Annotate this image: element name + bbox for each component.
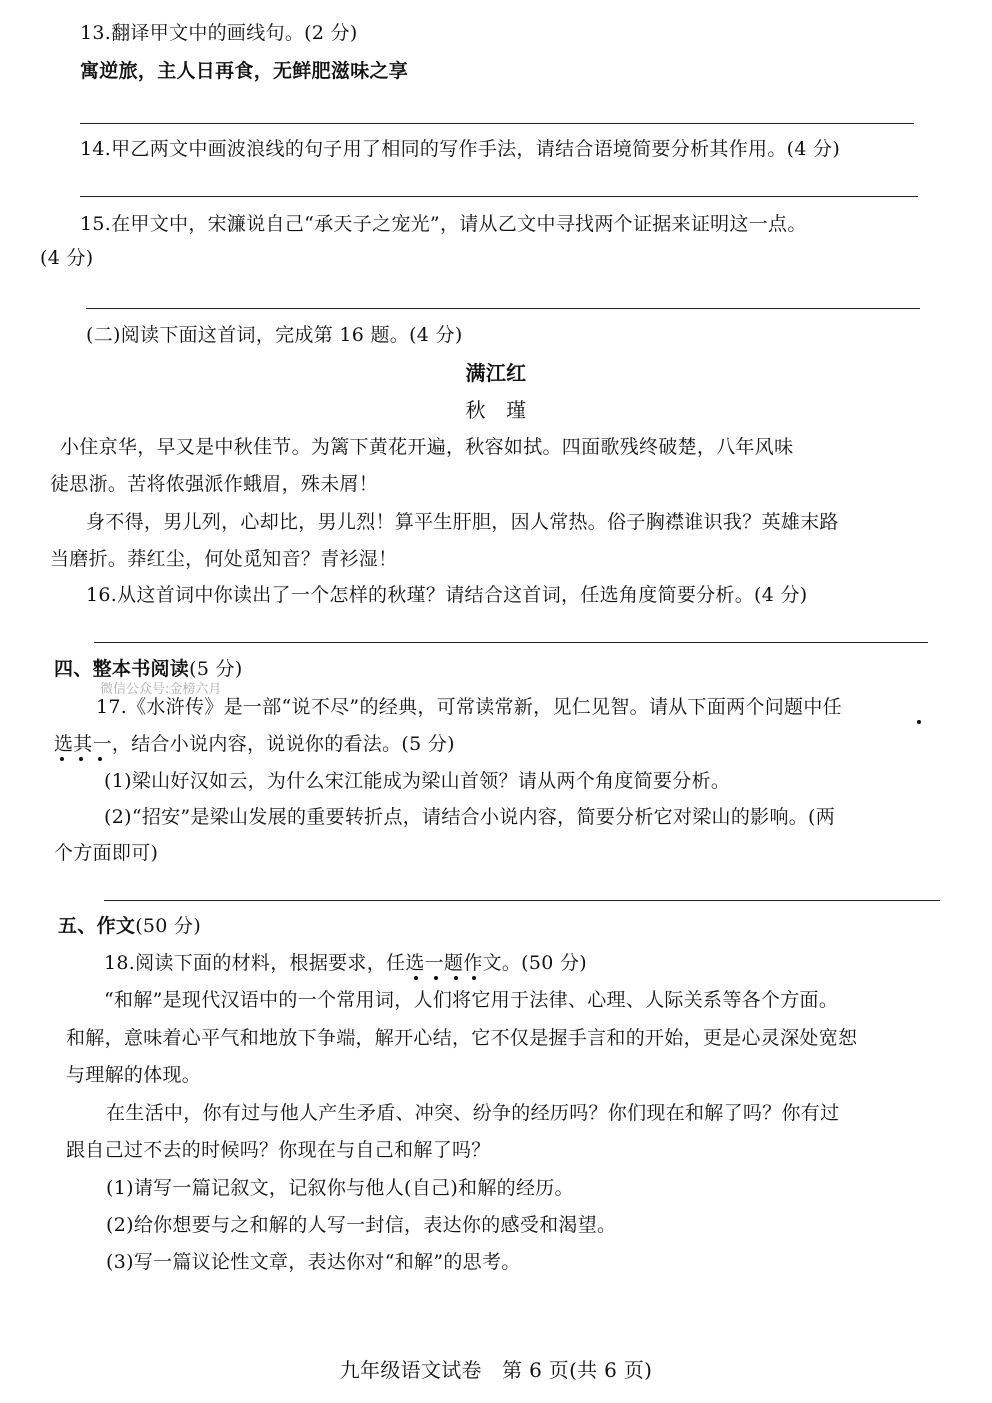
q17-sub1: (1)梁山好汉如云，为什么宋江能成为梁山首领？请从两个角度简要分析。: [104, 770, 731, 792]
material-line: 和解，意味着心平气和地放下争端，解开心结，它不仅是握手言和的开始，更是心灵深处宽恕: [66, 1027, 858, 1049]
q17-sub2-line2: 个方面即可): [54, 842, 159, 864]
answer-line-q14: [80, 196, 918, 197]
q15-question-line2: (4 分): [40, 247, 94, 269]
material-line: “和解”是现代汉语中的一个常用词，人们将它用于法律、心理、人际关系等各个方面。: [104, 989, 839, 1011]
q14-question: 14.甲乙两文中画波浪线的句子用了相同的写作手法，请结合语境简要分析其作用。(4 分): [80, 138, 841, 160]
section2-intro: (二)阅读下面这首词，完成第 16 题。(4 分): [86, 324, 463, 346]
q13-sentence: 寓逆旅，主人日再食，无鲜肥滋味之享: [80, 60, 409, 82]
essay-option: (3)写一篇议论性文章，表达你对“和解”的思考。: [106, 1251, 521, 1273]
q16-question: 16.从这首词中你读出了一个怎样的秋瑾？请结合这首词，任选角度简要分析。(4 分): [86, 584, 808, 606]
prompt-line: 跟自己过不去的时候吗？你现在与自己和解了吗？: [66, 1139, 491, 1161]
page-footer: 九年级语文试卷 第 6 页(共 6 页): [339, 1358, 653, 1382]
emphasis-dots: [408, 976, 478, 984]
emphasis-dots: [54, 757, 114, 765]
section4-score: (5 分): [189, 658, 243, 680]
poem-line: 身不得，男儿列，心却比，男儿烈！算平生肝胆，因人常热。俗子胸襟谁识我？英雄末路: [86, 511, 839, 533]
answer-line-q17: [104, 900, 940, 901]
poem-title: 满江红: [465, 361, 527, 385]
q13-question: 13.翻译甲文中的画线句。(2 分): [80, 22, 358, 44]
q18-question: 18.阅读下面的材料，根据要求，任选一题作文。(50 分): [104, 952, 587, 974]
section5-heading-text: 五、作文: [58, 915, 136, 937]
section5-heading: [58, 913, 201, 939]
watermark-text: 微信公众号:金榜六月: [100, 682, 222, 697]
poem-line: 当磨折。莽红尘，何处觅知音？青衫湿！: [50, 548, 398, 570]
section5-score: (50 分): [135, 915, 202, 937]
q17-sub2-line1: (2)“招安”是梁山发展的重要转折点，请结合小说内容，简要分析它对梁山的影响。(两: [104, 806, 836, 828]
essay-option: (1)请写一篇记叙文，记叙你与他人(自己)和解的经历。: [106, 1177, 574, 1199]
q17-line1: 17.《水浒传》是一部“说不尽”的经典，可常读常新，见仁见智。请从下面两个问题中任: [96, 696, 842, 718]
answer-line-q13: [80, 123, 914, 124]
material-line: 与理解的体现。: [66, 1064, 202, 1086]
q17-line2: 选其一，结合小说内容，说说你的看法。(5 分): [54, 733, 455, 755]
poem-line: 小住京华，早又是中秋佳节。为篱下黄花开遍，秋容如拭。四面歌残终破楚，八年风味: [60, 436, 794, 458]
answer-line-q15: [86, 308, 920, 309]
emphasis-dots: [910, 720, 930, 728]
essay-option: (2)给你想要与之和解的人写一封信，表达你的感受和渴望。: [106, 1214, 617, 1236]
poem-line: 徒思浙。苦将侬强派作蛾眉，殊未屑！: [50, 473, 379, 495]
poem-author: 秋 瑾: [465, 398, 527, 422]
q15-question-line1: 15.在甲文中，宋濂说自己“承天子之宠光”，请从乙文中寻找两个证据来证明这一点。: [80, 213, 807, 235]
answer-line-q16: [94, 642, 928, 643]
section4-heading-text: 四、整本书阅读: [54, 658, 190, 680]
prompt-line: 在生活中，你有过与他人产生矛盾、冲突、纷争的经历吗？你们现在和解了吗？你有过: [106, 1102, 840, 1124]
